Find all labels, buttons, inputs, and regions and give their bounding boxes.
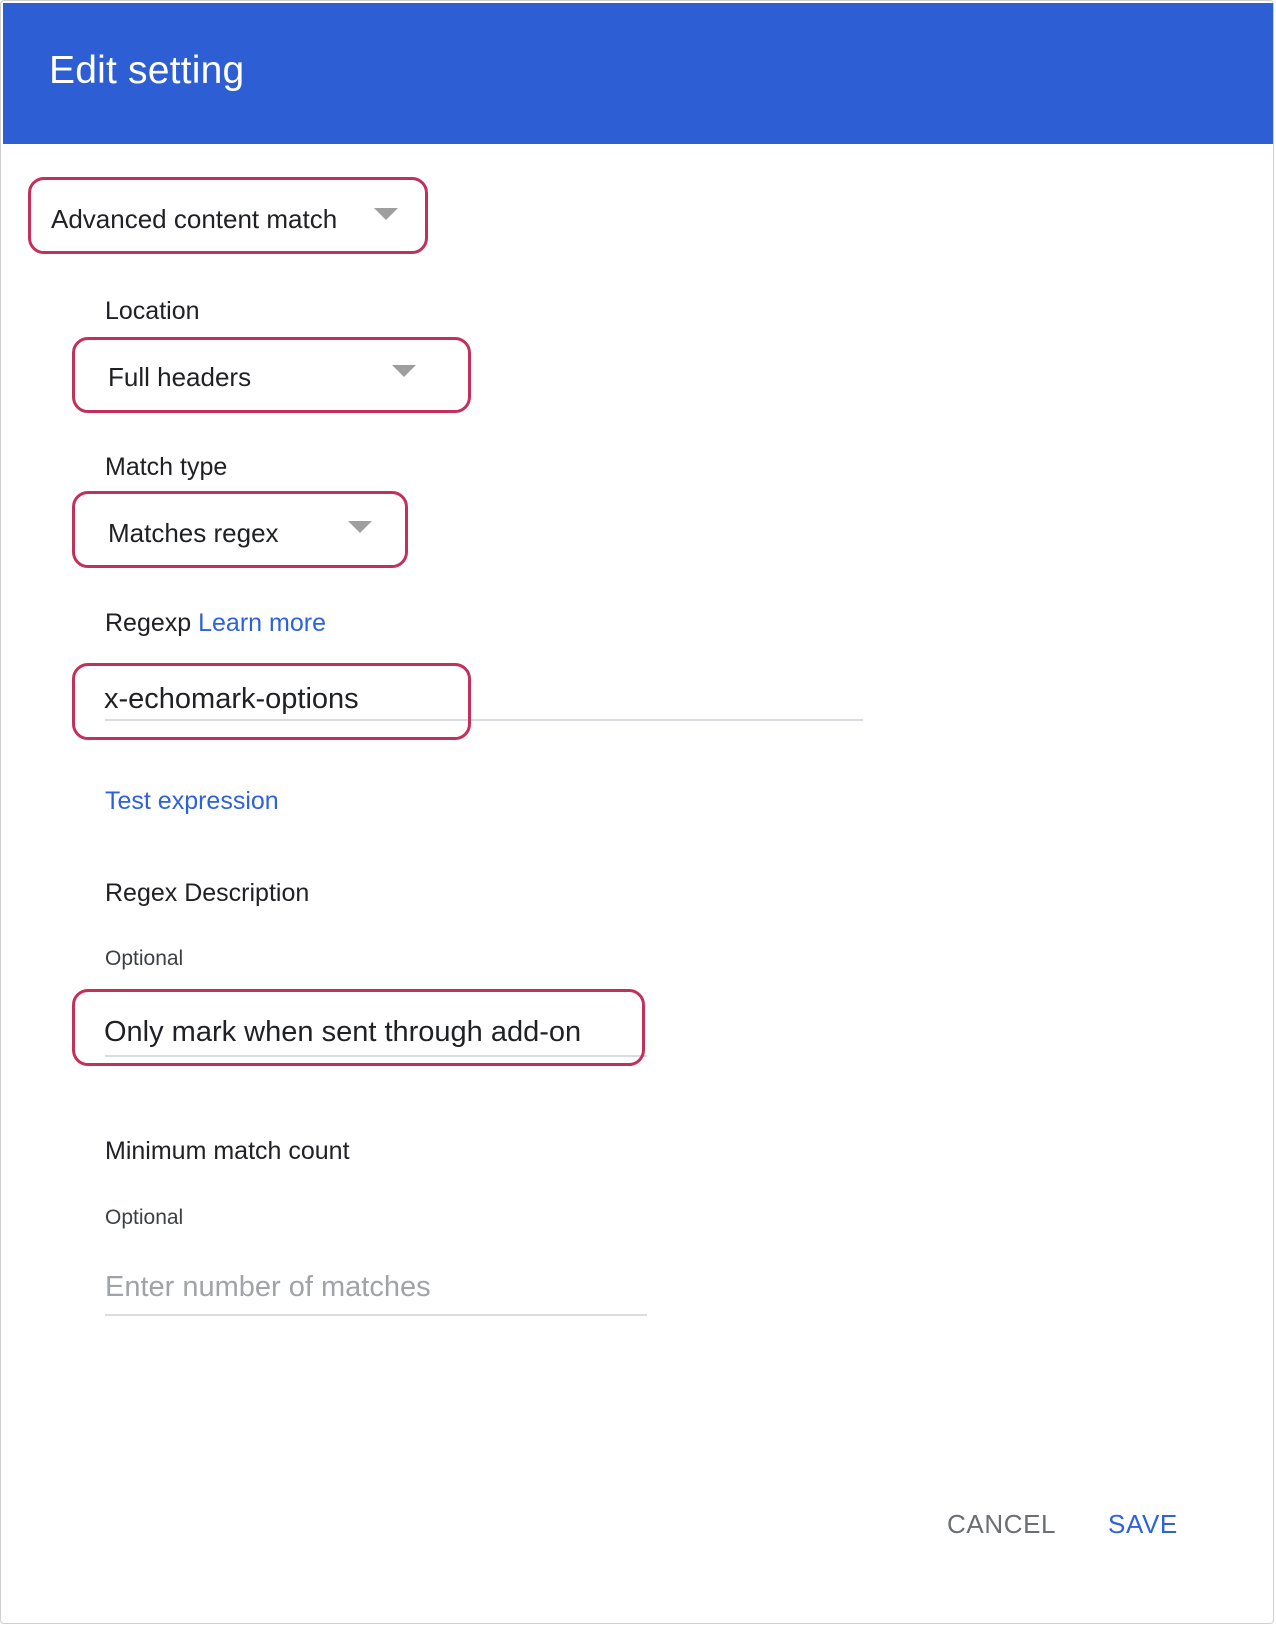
dialog-title: Edit setting <box>49 49 245 92</box>
dialog-header <box>3 3 1273 144</box>
regex-description-label: Regex Description <box>105 879 310 907</box>
save-button[interactable]: SAVE <box>1108 1509 1178 1539</box>
min-match-count-label: Minimum match count <box>105 1137 350 1165</box>
match-type-select[interactable] <box>72 491 408 568</box>
regexp-input-value: x-echomark-options <box>104 683 359 715</box>
regex-description-optional: Optional <box>105 947 184 970</box>
chevron-down-icon <box>392 365 416 377</box>
chevron-down-icon <box>374 208 398 220</box>
condition-select[interactable] <box>28 177 428 254</box>
condition-select-value: Advanced content match <box>51 204 338 234</box>
match-type-select-value: Matches regex <box>108 518 279 548</box>
regexp-label-text: Regexp <box>105 609 192 637</box>
min-match-count-underline <box>105 1314 647 1316</box>
learn-more-link[interactable]: Learn more <box>198 609 326 637</box>
match-type-label: Match type <box>105 453 228 481</box>
test-expression-link[interactable]: Test expression <box>105 787 279 815</box>
min-match-count-optional: Optional <box>105 1206 184 1229</box>
regex-description-value: Only mark when sent through add-on <box>104 1016 582 1048</box>
location-label: Location <box>105 297 200 325</box>
chevron-down-icon <box>348 521 372 533</box>
min-match-count-input[interactable]: Enter number of matches <box>105 1271 431 1303</box>
regexp-label <box>105 609 326 638</box>
cancel-button[interactable]: CANCEL <box>947 1509 1057 1539</box>
regexp-input[interactable] <box>72 663 471 740</box>
location-select[interactable] <box>72 337 471 413</box>
regex-description-input[interactable] <box>72 989 645 1066</box>
location-select-value: Full headers <box>108 362 252 392</box>
